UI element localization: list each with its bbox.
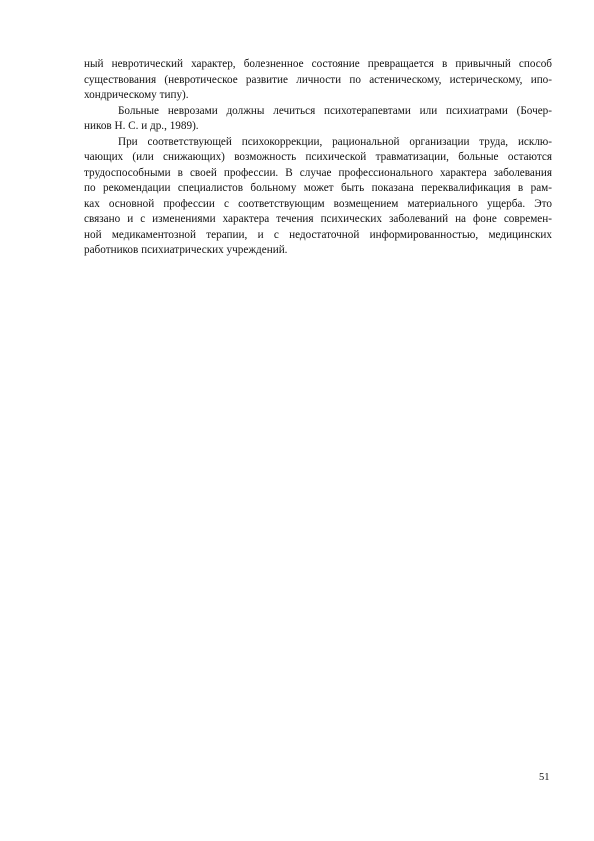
paragraph-3 — [84, 135, 552, 259]
text-line: хондрическому типу). — [84, 89, 189, 101]
text-line: чающих (или снижающих) возможность психической травматизации, больные остаются — [84, 151, 552, 163]
document-body — [84, 57, 552, 259]
text-line: трудоспособными в своей профессии. В случае профессионального характера заболевания — [84, 166, 552, 179]
text-line: ках основной профессии с соответствующим возмещением материального ущерба. Это — [84, 197, 552, 210]
text-line: существования (невротическое развитие личности по астеническому, истерическому, ипо- — [84, 73, 552, 86]
text-line: ной медикаментозной терапии, и с недостаточной информированностью, медицинских — [84, 228, 552, 241]
text-line: работников психиатрических учреждений. — [84, 244, 288, 256]
page-number: 51 — [539, 772, 550, 783]
text-line: связано и с изменениями характера течения психических заболеваний на фоне современ- — [84, 213, 552, 225]
text-line: Больные неврозами должны лечиться психотерапевтами или психиатрами (Бочер- — [118, 104, 552, 117]
text-line: ников Н. С. и др., 1989). — [84, 120, 199, 132]
text-line: по рекомендации специалистов больному может быть показана переквалификация в рам- — [84, 182, 552, 194]
paragraph-2 — [84, 104, 552, 135]
text-line: При соответствующей психокоррекции, рациональной организации труда, исклю- — [118, 135, 552, 148]
text-line: ный невротический характер, болезненное состояние превращается в привычный способ — [84, 58, 552, 70]
paragraph-1 — [84, 57, 552, 104]
